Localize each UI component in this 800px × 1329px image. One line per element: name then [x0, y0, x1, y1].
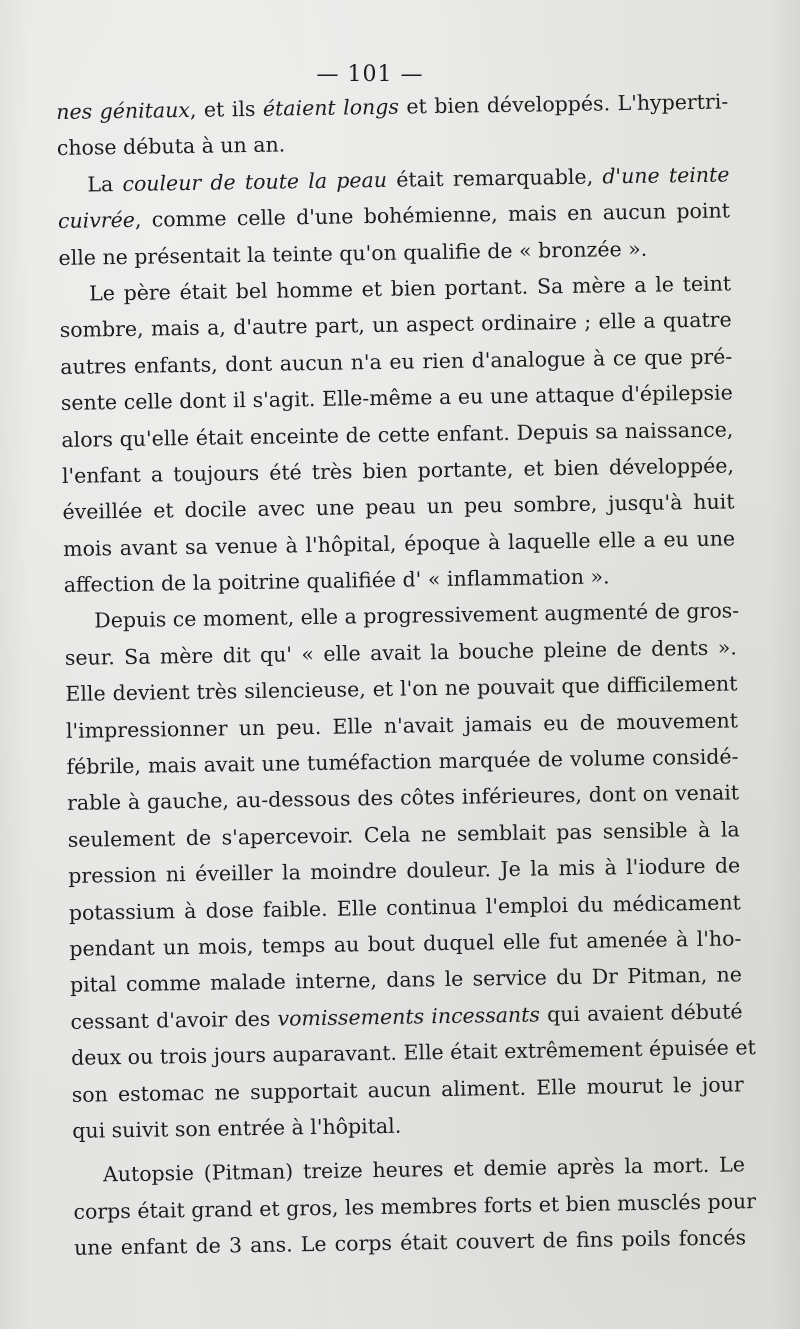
text-run: Depuis ce moment, elle a progressivement augmenté de gros-: [94, 598, 740, 633]
body-text: [56, 83, 757, 1266]
text-run: potassium à dose faible. Elle continua l'emploi du médicament: [68, 889, 741, 925]
text-run: , comme celle d'une bohémienne, mais en aucun point: [134, 198, 731, 232]
text-run: une enfant de 3 ans. Le corps était couvert de fins poils foncés: [73, 1225, 747, 1260]
text-run: l'enfant a toujours été très bien portante, et bien développée,: [61, 453, 735, 488]
text-run: qui avaient débuté: [539, 999, 743, 1027]
italic-text: d'une teinte: [602, 162, 730, 189]
text-run: Elle devient très silencieuse, et l'on ne pouvait que difficilement: [65, 671, 738, 707]
text-run: Le père était bel homme et bien portant. Sa mère a le teint: [88, 271, 732, 306]
text-run: alors qu'elle était enceinte de cette enfant. Depuis sa naissance,: [61, 416, 734, 452]
text-run: pital comme malade interne, dans le service du Dr Pitman, ne: [69, 962, 743, 998]
text-run: cessant d'avoir des: [70, 1006, 278, 1034]
text-run: éveillée et docile avec une peau un peu sombre, jusqu'à huit: [62, 489, 735, 525]
text-run: sente celle dont il s'agit. Elle-même a eu une attaque d'épilepsie: [60, 380, 733, 416]
text-run: son estomac ne supportait aucun aliment. Elle mourut le jour: [71, 1071, 744, 1107]
page-number: — 101 —: [316, 62, 424, 87]
italic-text: étaient longs: [262, 94, 400, 121]
text-run: corps était grand et gros, les membres forts et bien musclés pour: [73, 1188, 757, 1224]
text-run: affection de la poitrine qualifiée d' « inflammation ».: [63, 564, 610, 598]
text-run: était remarquable,: [386, 164, 603, 192]
text-run: Autopsie (Pitman) treize heures et demie après la mort. Le: [102, 1152, 746, 1187]
text-run: elle ne présentait la teinte qu'on qualifie de « bronzée ».: [58, 236, 648, 270]
text-run: et bien développés. L'hypertri-: [398, 89, 729, 119]
text-run: l'impressionner un peu. Elle n'avait jamais eu de mouvement: [65, 708, 739, 743]
italic-text: cuivrée: [57, 207, 136, 234]
italic-text: nes génitaux: [56, 97, 191, 124]
text-run: , et ils: [189, 96, 264, 122]
text-run: deux ou trois jours auparavant. Elle était extrêmement épuisée et: [70, 1035, 756, 1071]
text-run: rable à gauche, au-dessous des côtes inférieures, dont on venait: [66, 780, 740, 816]
text-run: seulement de s'apercevoir. Cela ne semblait pas sensible à la: [67, 817, 740, 852]
text-run: pendant un mois, temps au bout duquel elle fut amenée à l'ho-: [69, 926, 742, 961]
text-run: sombre, mais a, d'autre part, un aspect ordinaire ; elle a quatre: [59, 307, 732, 343]
italic-text: vomissements incessants: [277, 1002, 541, 1031]
text-run: pression ni éveiller la moindre douleur. Je la mis à l'iodure de: [68, 853, 741, 889]
text-run: chose débuta à un an.: [56, 132, 286, 161]
text-run: La: [87, 171, 123, 197]
text-run: fébrile, mais avait une tuméfaction marquée de volume considé-: [66, 744, 739, 779]
italic-text: couleur de toute la peau: [122, 167, 388, 196]
text-run: seur. Sa mère dit qu' « elle avait la bouche pleine de dents ».: [64, 635, 737, 670]
text-run: mois avant sa venue à l'hôpital, époque à laquelle elle a eu une: [62, 526, 736, 561]
text-run: qui suivit son entrée à l'hôpital.: [72, 1113, 402, 1143]
text-run: autres enfants, dont aucun n'a eu rien d'analogue à ce que pré-: [60, 344, 733, 379]
